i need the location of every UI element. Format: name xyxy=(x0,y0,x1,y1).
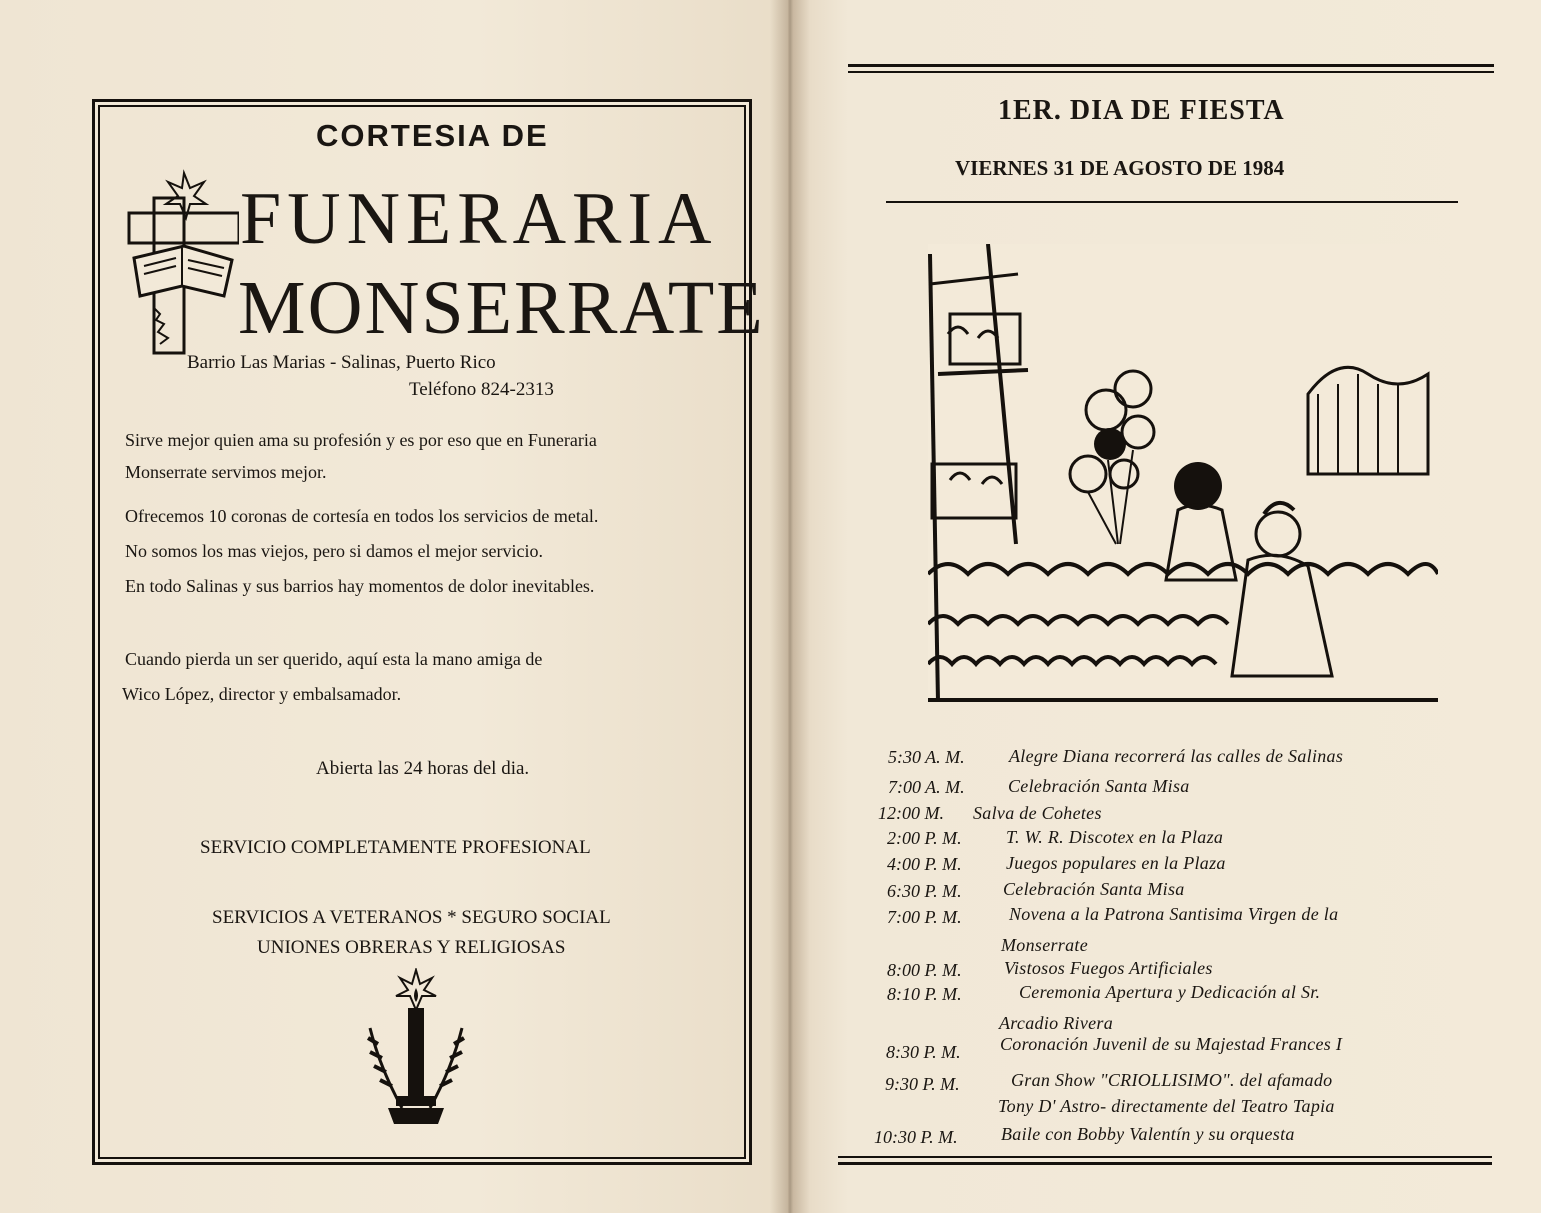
courtesy-heading: CORTESIA DE xyxy=(316,118,549,153)
body-line: Cuando pierda un ser querido, aquí esta la mano amiga de xyxy=(125,649,543,669)
schedule-desc: Coronación Juvenil de su Majestad Frances I xyxy=(1000,1034,1343,1054)
schedule-time: 2:00 P. M. xyxy=(887,828,962,848)
schedule-time: 7:00 A. M. xyxy=(888,777,965,797)
schedule-desc: Celebración Santa Misa xyxy=(1003,879,1185,899)
body-line: No somos los mas viejos, pero si damos el mejor servicio. xyxy=(125,541,543,561)
book-gutter xyxy=(770,0,810,1213)
schedule-time: 8:30 P. M. xyxy=(886,1042,961,1062)
phone-line: Teléfono 824-2313 xyxy=(409,379,554,400)
body-line: En todo Salinas y sus barrios hay momentos de dolor inevitables. xyxy=(125,576,595,596)
schedule-time: 10:30 P. M. xyxy=(874,1127,958,1147)
schedule-desc-continued: Monserrate xyxy=(1001,935,1088,955)
schedule-time: 7:00 P. M. xyxy=(887,907,962,927)
candle-laurel-icon xyxy=(358,968,474,1136)
program-date: VIERNES 31 DE AGOSTO DE 1984 xyxy=(955,156,1285,180)
program-title: 1ER. DIA DE FIESTA xyxy=(998,95,1285,126)
services-line-1: SERVICIOS A VETERANOS * SEGURO SOCIAL xyxy=(212,907,611,928)
schedule-time: 8:00 P. M. xyxy=(887,960,962,980)
body-line: Sirve mejor quien ama su profesión y es por eso que en Funeraria xyxy=(125,430,597,450)
hours-line: Abierta las 24 horas del dia. xyxy=(316,758,530,779)
bottom-rule xyxy=(838,1156,1492,1158)
bottom-rule xyxy=(838,1162,1492,1165)
schedule-desc: Baile con Bobby Valentín y su orquesta xyxy=(1001,1124,1295,1144)
schedule-time: 6:30 P. M. xyxy=(887,881,962,901)
date-rule xyxy=(886,201,1458,203)
body-line: Wico López, director y embalsamador. xyxy=(122,684,402,704)
monserrate-title: MONSERRATE xyxy=(238,266,765,350)
schedule-time: 5:30 A. M. xyxy=(888,747,965,767)
schedule-desc: Juegos populares en la Plaza xyxy=(1006,853,1226,873)
schedule-desc-continued: Arcadio Rivera xyxy=(999,1013,1114,1033)
schedule-time: 9:30 P. M. xyxy=(885,1074,960,1094)
schedule-time: 12:00 M. xyxy=(878,803,944,823)
festival-illustration xyxy=(928,244,1438,702)
tagline: SERVICIO COMPLETAMENTE PROFESIONAL xyxy=(200,837,591,858)
schedule-desc: Salva de Cohetes xyxy=(973,803,1102,823)
schedule-desc-continued: Tony D' Astro- directamente del Teatro Tapia xyxy=(998,1096,1335,1116)
schedule-time: 4:00 P. M. xyxy=(887,854,962,874)
schedule-desc: Gran Show "CRIOLLISIMO". del afamado xyxy=(1011,1070,1333,1090)
address-line: Barrio Las Marias - Salinas, Puerto Rico xyxy=(187,352,496,373)
cross-bible-icon xyxy=(124,168,239,358)
schedule-desc: Vistosos Fuegos Artificiales xyxy=(1004,958,1213,978)
funeraria-title: FUNERARIA xyxy=(240,178,718,260)
schedule-desc: T. W. R. Discotex en la Plaza xyxy=(1006,827,1224,847)
services-line-2: UNIONES OBRERAS Y RELIGIOSAS xyxy=(257,937,566,958)
body-line: Monserrate servimos mejor. xyxy=(125,462,327,482)
schedule-desc: Novena a la Patrona Santisima Virgen de la xyxy=(1009,904,1339,924)
body-line: Ofrecemos 10 coronas de cortesía en todos los servicios de metal. xyxy=(125,506,599,526)
schedule-desc: Ceremonia Apertura y Dedicación al Sr. xyxy=(1019,982,1321,1002)
top-rule xyxy=(848,64,1494,67)
schedule-desc: Celebración Santa Misa xyxy=(1008,776,1190,796)
schedule-desc: Alegre Diana recorrerá las calles de Salinas xyxy=(1009,746,1344,766)
schedule-time: 8:10 P. M. xyxy=(887,984,962,1004)
top-rule xyxy=(848,71,1494,73)
